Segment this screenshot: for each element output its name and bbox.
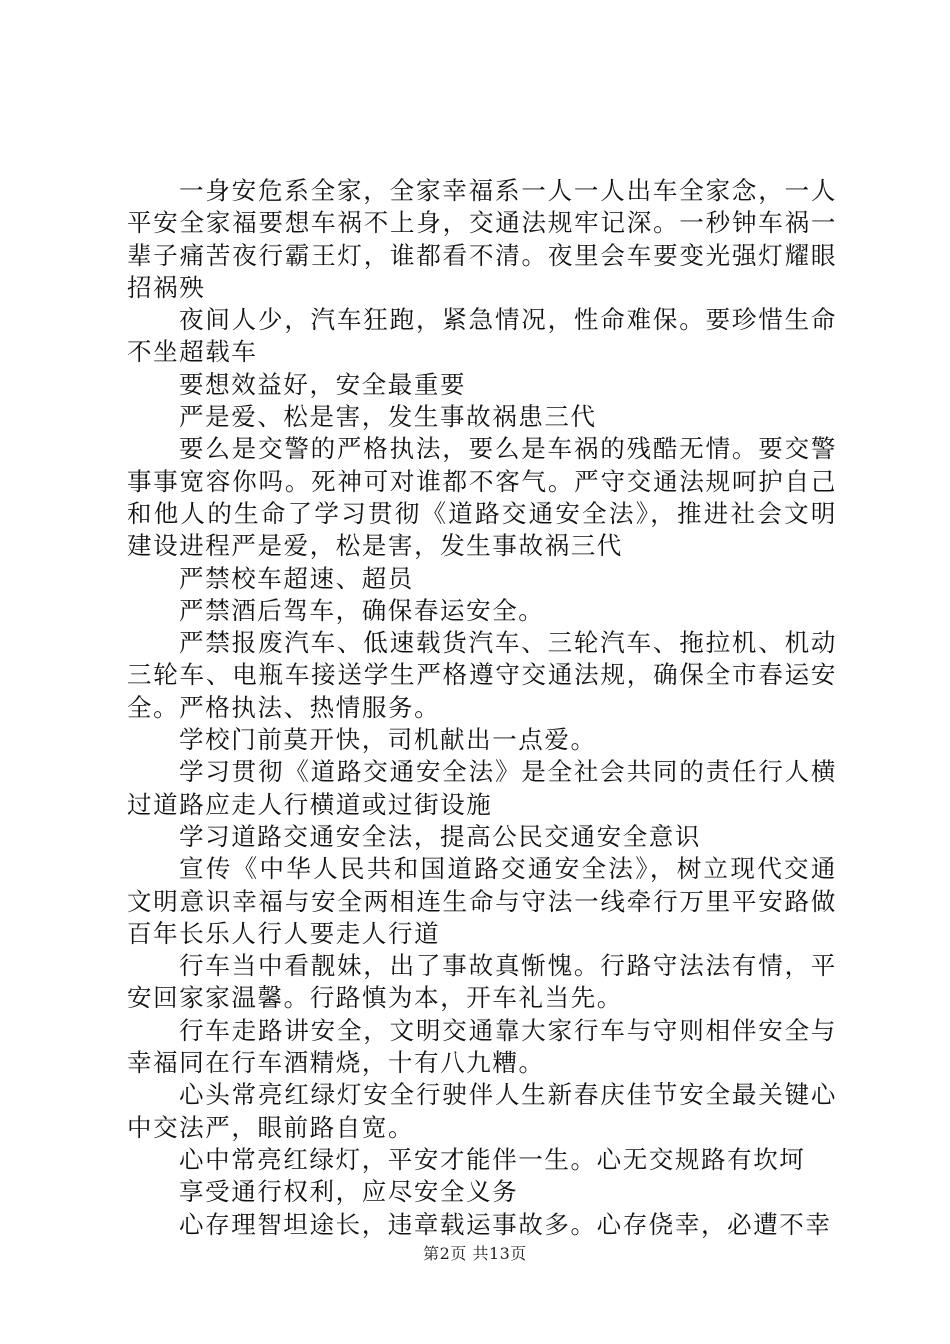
paragraph: 严是爱、松是害，发生事故祸患三代 — [179, 402, 597, 432]
paragraph: 夜间人少，汽车狂跑，紧急情况，性命难保。要珍惜生命不坐超载车 — [127, 305, 837, 367]
paragraph: 要么是交警的严格执法，要么是车祸的残酷无情。要交警事事宽容你吗。死神可对谁都不客气。严守交通法规呵护自己和他人的生命了学习贯彻《道路交通安全法》，推进社会文明建设进程严是爱，松是害，发生事故祸三代 — [127, 434, 837, 561]
page-footer: 第2页 共13页 — [423, 1244, 527, 1263]
paragraph: 心存理智坦途长，违章载运事故多。心存侥幸，必遭不幸 — [179, 1209, 832, 1239]
paragraph: 学习道路交通安全法，提高公民交通安全意识 — [179, 821, 701, 851]
paragraph: 严禁校车超速、超员 — [179, 563, 414, 593]
paragraph: 学校门前莫开快，司机献出一点爱。 — [179, 725, 597, 755]
paragraph: 严禁酒后驾车，确保春运安全。 — [179, 595, 545, 625]
paragraph: 行车走路讲安全，文明交通靠大家行车与守则相伴安全与幸福同在行车酒精烧，十有八九糟。 — [127, 1015, 837, 1078]
paragraph: 心中常亮红绿灯，平安才能伴一生。心无交规路有坎坷 — [179, 1144, 806, 1174]
paragraph: 行车当中看靓妹，出了事故真惭愧。行路守法法有情，平安回家家温馨。行路慎为本，开车礼当先。 — [127, 951, 837, 1013]
paragraph: 要想效益好，安全最重要 — [179, 369, 467, 399]
document-body — [127, 175, 837, 1241]
paragraph: 严禁报废汽车、低速载货汽车、三轮汽车、拖拉机、机动三轮车、电瓶车接送学生严格遵守交通法规，确保全市春运安全。严格执法、热情服务。 — [127, 628, 837, 722]
paragraph: 享受通行权利，应尽安全义务 — [179, 1177, 519, 1207]
paragraph: 心头常亮红绿灯安全行驶伴人生新春庆佳节安全最关键心中交法严，眼前路自宽。 — [127, 1080, 837, 1142]
paragraph: 学习贯彻《道路交通安全法》是全社会共同的责任行人横过道路应走人行横道或过街设施 — [127, 757, 837, 819]
paragraph: 宣传《中华人民共和国道路交通安全法》，树立现代交通文明意识幸福与安全两相连生命与守法一线牵行万里平安路做百年长乐人行人要走人行道 — [127, 854, 837, 948]
paragraph: 一身安危系全家，全家幸福系一人一人出车全家念，一人平安全家福要想车祸不上身，交通法规牢记深。一秒钟车祸一辈子痛苦夜行霸王灯，谁都看不清。夜里会车要变光强灯耀眼招祸殃 — [127, 176, 837, 302]
